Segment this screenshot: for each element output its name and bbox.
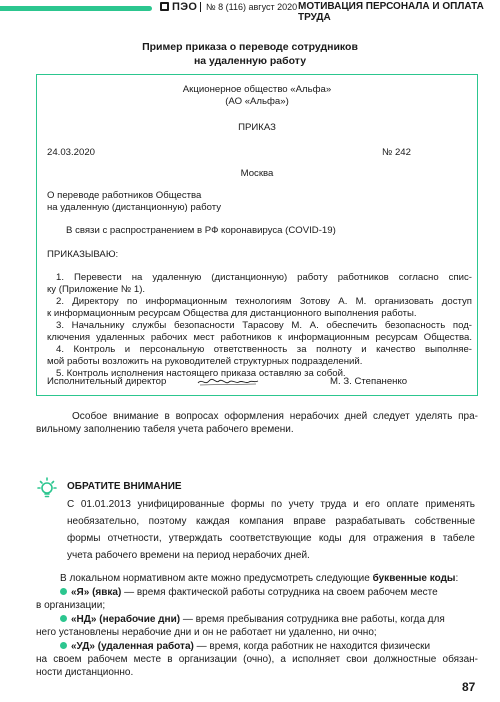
bullet-icon [60,642,67,649]
code-name: (нерабочие дни) [99,614,181,625]
issue-info: № 8 (116) август 2020 [206,2,298,12]
code-item-3-line2: на своем рабочем месте в организации (очно), а исполняет свои должностные обязан- [36,654,478,665]
company-full-name: Акционерное общество «Альфа» [182,84,332,95]
order-item-3-line2: ключения удаленных рабочих мест работников к информационным ресурсам Общества. [47,332,472,343]
code-item-3-line1 [60,640,430,654]
order-item-1-line1: 1. Перевести на удаленную (дистанционную) работу работников согласно спис- [56,272,472,283]
order-item-3-line1: 3. Начальнику службы безопасности Тарасову М. А. обеспечить безопасность под- [56,320,472,331]
order-command-word: ПРИКАЗЫВАЮ: [47,249,119,260]
code-item-2-line1 [60,613,445,627]
order-city: Москва [240,168,274,179]
order-subject-line1: О переводе работников Общества [47,190,202,201]
code-label: «НД» [71,614,97,625]
signature-image [196,374,260,388]
codes-intro-bold: буквенные коды [372,573,456,584]
signer-title: Исполнительный директор [47,376,167,387]
code-desc: — время фактической работы сотрудника на своем рабочем месте [121,587,438,598]
attention-line-4: учета рабочего времени на период нерабочих дней. [67,550,310,561]
code-item-1-line2: в организации; [36,600,106,611]
code-item-3-line3: ности дистанционно. [36,667,134,678]
code-name: (явка) [92,587,122,598]
paragraph-1-line2: вильному заполнению табеля учета рабочего времени. [36,424,294,435]
order-item-2-line2: к информационным ресурсам Общества для дистанционного выполнения работы. [47,308,417,319]
journal-brand: ПЭО [172,1,198,13]
code-label: «УД» [71,641,95,652]
lightbulb-icon [34,476,60,502]
order-item-4-line2: мой работы возложить на руководителей структурных подразделений. [47,356,363,367]
order-doc-type: ПРИКАЗ [238,122,276,133]
order-item-4-line1: 4. Контроль и персональную ответственность за полноту и качество выполняе- [56,344,472,355]
code-desc: — время, когда работник не находится физически [193,641,431,652]
order-number: № 242 [382,147,411,158]
attention-line-2: необязательно, поэтому каждая компания вправе разрабатывать собственные [67,516,475,527]
attention-title: ОБРАТИТЕ ВНИМАНИЕ [67,481,182,492]
order-subject-line2: на удаленную (дистанционную) работу [47,202,221,213]
code-item-2-line2: него установлены нерабочие дни и он не работает ни удаленно, ни очно; [36,627,377,638]
example-title-line1: Пример приказа о переводе сотрудников [142,41,358,53]
order-reason: В связи с распространением в РФ коронавируса (COVID-19) [66,225,336,236]
attention-line-1: С 01.01.2013 унифицированные формы по учету труда и его оплате применять [67,499,475,510]
order-date: 24.03.2020 [47,147,96,158]
section-title: МОТИВАЦИЯ ПЕРСОНАЛА И ОПЛАТА ТРУДА [298,1,484,23]
example-title-line2: на удаленную работу [193,55,307,67]
journal-logo-icon [160,2,169,11]
order-item-1-line2: ку (Приложение № 1). [47,284,146,295]
code-item-1-line1 [60,586,438,600]
order-item-2-line1: 2. Директору по информационным технологиям Зотову А. М. организовать доступ [56,296,472,307]
attention-line-3: формы отчетности, утверждать соответствующие коды для отражения в табеле [67,533,475,544]
codes-intro [60,572,458,586]
code-desc: — время пребывания сотрудника вне работы, когда для [180,614,445,625]
signer-name: М. З. Степаненко [330,376,408,387]
code-name: (удаленная работа) [97,641,194,652]
codes-intro-end: : [455,573,459,584]
header-divider [200,2,201,12]
order-item-5-line1: 5. Контроль исполнения настоящего приказа оставляю за собой. [56,368,346,379]
company-short-name: (АО «Альфа») [225,96,289,107]
paragraph-1-line1: Особое внимание в вопросах оформления нерабочих дней следует уделять пра- [72,411,478,422]
page-number: 87 [462,680,476,694]
code-label: «Я» [71,587,90,598]
bullet-icon [60,588,67,595]
bullet-icon [60,615,67,622]
codes-intro-text: В локальном нормативном акте можно предусмотреть следующие [60,573,370,584]
header-accent-bar [0,6,152,11]
